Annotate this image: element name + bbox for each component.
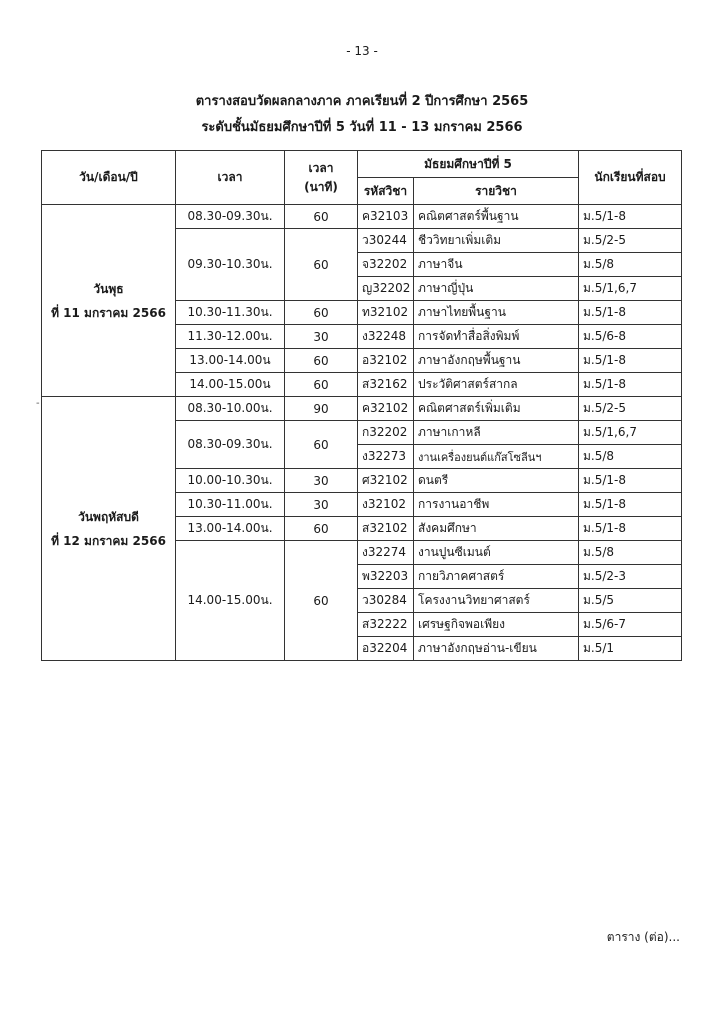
subject-cell: คณิตศาสตร์พื้นฐาน [414,205,579,229]
page-number: - 13 - [346,44,378,58]
code-cell: ง32248 [358,325,414,349]
students-cell: ม.5/6-8 [579,325,682,349]
students-cell: ม.5/6-7 [579,613,682,637]
time-cell: 11.30-12.00น. [176,325,285,349]
header-code: รหัสวิชา [358,178,414,205]
header-group: มัธยมศึกษาปีที่ 5 [358,151,579,178]
subject-cell: ภาษาจีน [414,253,579,277]
subject-cell: การจัดทำสื่อสิ่งพิมพ์ [414,325,579,349]
day2-date-cell [42,397,176,661]
subject-cell: งานปูนซีเมนต์ [414,541,579,565]
day1-day: วันพุธ [93,281,124,296]
subject-cell: ภาษาอังกฤษพื้นฐาน [414,349,579,373]
subject-cell: ชีววิทยาเพิ่มเติม [414,229,579,253]
header-duration-line2: (นาที) [304,179,338,194]
students-cell: ม.5/1-8 [579,373,682,397]
code-cell: อ32204 [358,637,414,661]
students-cell: ม.5/8 [579,253,682,277]
table-row [42,205,682,229]
header-time: เวลา [176,151,285,205]
subject-cell: ภาษาญี่ปุ่น [414,277,579,301]
time-cell: 10.30-11.00น. [176,493,285,517]
code-cell: อ32102 [358,349,414,373]
header-duration-line1: เวลา [308,160,334,175]
subject-cell: ภาษาเกาหลี [414,421,579,445]
subject-cell: กายวิภาคศาสตร์ [414,565,579,589]
duration-cell: 30 [285,493,358,517]
duration-cell: 60 [285,349,358,373]
subject-cell: ภาษาอังกฤษอ่าน-เขียน [414,637,579,661]
duration-cell: 60 [285,541,358,661]
students-cell: ม.5/1,6,7 [579,421,682,445]
subject-cell: ภาษาไทยพื้นฐาน [414,301,579,325]
header-date: วัน/เดือน/ปี [42,151,176,205]
subject-cell: ดนตรี [414,469,579,493]
duration-cell: 60 [285,229,358,301]
code-cell: ส32162 [358,373,414,397]
subject-cell: การงานอาชีพ [414,493,579,517]
students-cell: ม.5/8 [579,541,682,565]
students-cell: ม.5/2-5 [579,397,682,421]
students-cell: ม.5/1 [579,637,682,661]
time-cell: 10.00-10.30น. [176,469,285,493]
code-cell: ง32274 [358,541,414,565]
time-cell: 14.00-15.00น [176,373,285,397]
code-cell: จ32202 [358,253,414,277]
document-title: ตารางสอบวัดผลกลางภาค ภาคเรียนที่ 2 ปีการศึกษา 2565 [195,94,529,109]
header-students: นักเรียนที่สอบ [579,151,682,205]
time-cell: 10.30-11.30น. [176,301,285,325]
duration-cell: 90 [285,397,358,421]
duration-cell: 60 [285,301,358,325]
code-cell: ก32202 [358,421,414,445]
students-cell: ม.5/1-8 [579,517,682,541]
day1-date-cell [42,205,176,397]
code-cell: ค32103 [358,205,414,229]
students-cell: ม.5/2-5 [579,229,682,253]
students-cell: ม.5/1-8 [579,205,682,229]
day2-day: วันพฤหัสบดี [78,509,139,524]
code-cell: พ32203 [358,565,414,589]
duration-cell: 60 [285,205,358,229]
code-cell: ญ32202 [358,277,414,301]
stray-mark: - [36,398,40,409]
subject-cell: งานเครื่องยนต์แก๊สโซลีนฯ [414,445,579,469]
code-cell: ง32102 [358,493,414,517]
time-cell: 08.30-10.00น. [176,397,285,421]
duration-cell: 30 [285,469,358,493]
code-cell: ส32222 [358,613,414,637]
code-cell: ศ32102 [358,469,414,493]
students-cell: ม.5/8 [579,445,682,469]
students-cell: ม.5/1-8 [579,469,682,493]
code-cell: ท32102 [358,301,414,325]
subject-cell: เศรษฐกิจพอเพียง [414,613,579,637]
header-subject: รายวิชา [414,178,579,205]
code-cell: ว30244 [358,229,414,253]
code-cell: ส32102 [358,517,414,541]
day2-date: ที่ 12 มกราคม 2566 [51,533,166,548]
day1-date: ที่ 11 มกราคม 2566 [51,305,166,320]
exam-schedule-table [41,150,682,661]
header-duration [285,151,358,205]
students-cell: ม.5/1,6,7 [579,277,682,301]
duration-cell: 60 [285,373,358,397]
code-cell: ง32273 [358,445,414,469]
document-subtitle: ระดับชั้นมัธยมศึกษาปีที่ 5 วันที่ 11 - 13 มกราคม 2566 [201,120,523,135]
students-cell: ม.5/1-8 [579,301,682,325]
duration-cell: 60 [285,421,358,469]
time-cell: 09.30-10.30น. [176,229,285,301]
subject-cell: คณิตศาสตร์เพิ่มเติม [414,397,579,421]
subject-cell: โครงงานวิทยาศาสตร์ [414,589,579,613]
students-cell: ม.5/2-3 [579,565,682,589]
subject-cell: ประวัติศาสตร์สากล [414,373,579,397]
time-cell: 14.00-15.00น. [176,541,285,661]
subject-cell: สังคมศึกษา [414,517,579,541]
time-cell: 13.00-14.00น [176,349,285,373]
duration-cell: 60 [285,517,358,541]
code-cell: ค32102 [358,397,414,421]
time-cell: 08.30-09.30น. [176,421,285,469]
code-cell: ว30284 [358,589,414,613]
time-cell: 08.30-09.30น. [176,205,285,229]
students-cell: ม.5/5 [579,589,682,613]
students-cell: ม.5/1-8 [579,493,682,517]
duration-cell: 30 [285,325,358,349]
students-cell: ม.5/1-8 [579,349,682,373]
time-cell: 13.00-14.00น. [176,517,285,541]
table-row [42,397,682,421]
continued-note: ตาราง (ต่อ)... [606,930,680,944]
